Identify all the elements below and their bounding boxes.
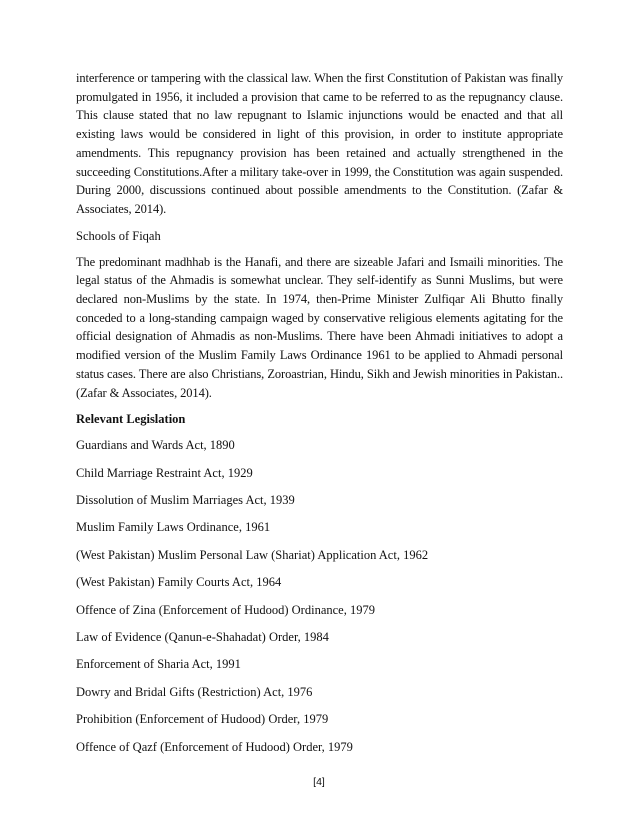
heading-relevant-legislation: Relevant Legislation	[76, 412, 186, 427]
paragraph-madhhab: The predominant madhhab is the Hanafi, and there are sizeable Jafari and Ismaili minorities. The legal status of the Ahmadis is somewhat unclear. They self-identify as Sunni Muslims, but were declared non-Muslims by the state. In 1974, then-Prime Minister Zulfiqar Ali Bhutto finally conceded to a long-standing campaign waged by conservative religious elements agitating for the official designation of Ahmadis as non-Muslims. There have been Ahmadi initiatives to adopt a modified version of the Muslim Family Laws Ordinance 1961 to be applied to Ahmadi personal status cases. There are also Christians, Zoroastrian, Hindu, Sikh and Jewish minorities in Pakistan.. (Zafar & Associates, 2014).	[76, 254, 563, 400]
heading-schools-of-fiqah: Schools of Fiqah	[76, 228, 161, 243]
paragraph-constitution: interference or tampering with the classical law. When the first Constitution of Pakistan was finally promulgated in 1956, it included a provision that came to be referred to as the repugnancy clause. This clause stated that no law repugnant to Islamic injunctions would be enacted and that all existing laws would be considered in light of this provision, in order to institute appropriate amendments. This repugnancy provision has been retained and actually strengthened in the succeeding Constitutions.After a military take-over in 1999, the Constitution was again suspended. During 2000, discussions continued about possible amendments to the Constitution. (Zafar & Associates, 2014).	[76, 71, 563, 216]
legislation-item: Prohibition (Enforcement of Hudood) Order, 1979	[76, 712, 329, 727]
legislation-item: (West Pakistan) Muslim Personal Law (Shariat) Application Act, 1962	[76, 547, 429, 562]
page-number: [4]	[313, 776, 325, 788]
legislation-item: Dissolution of Muslim Marriages Act, 1939	[76, 493, 295, 508]
legislation-item: Law of Evidence (Qanun-e-Shahadat) Order, 1984	[76, 629, 329, 644]
page-content	[76, 69, 563, 765]
legislation-item: Offence of Qazf (Enforcement of Hudood) Order, 1979	[76, 739, 353, 754]
legislation-list	[76, 436, 563, 755]
legislation-item: Offence of Zina (Enforcement of Hudood) Ordinance, 1979	[76, 602, 375, 617]
legislation-item: Child Marriage Restraint Act, 1929	[76, 465, 253, 480]
legislation-item: Guardians and Wards Act, 1890	[76, 438, 235, 453]
legislation-item: Muslim Family Laws Ordinance, 1961	[76, 520, 271, 535]
legislation-item: Dowry and Bridal Gifts (Restriction) Act, 1976	[76, 684, 313, 699]
legislation-item: (West Pakistan) Family Courts Act, 1964	[76, 575, 282, 590]
legislation-item: Enforcement of Sharia Act, 1991	[76, 657, 241, 672]
